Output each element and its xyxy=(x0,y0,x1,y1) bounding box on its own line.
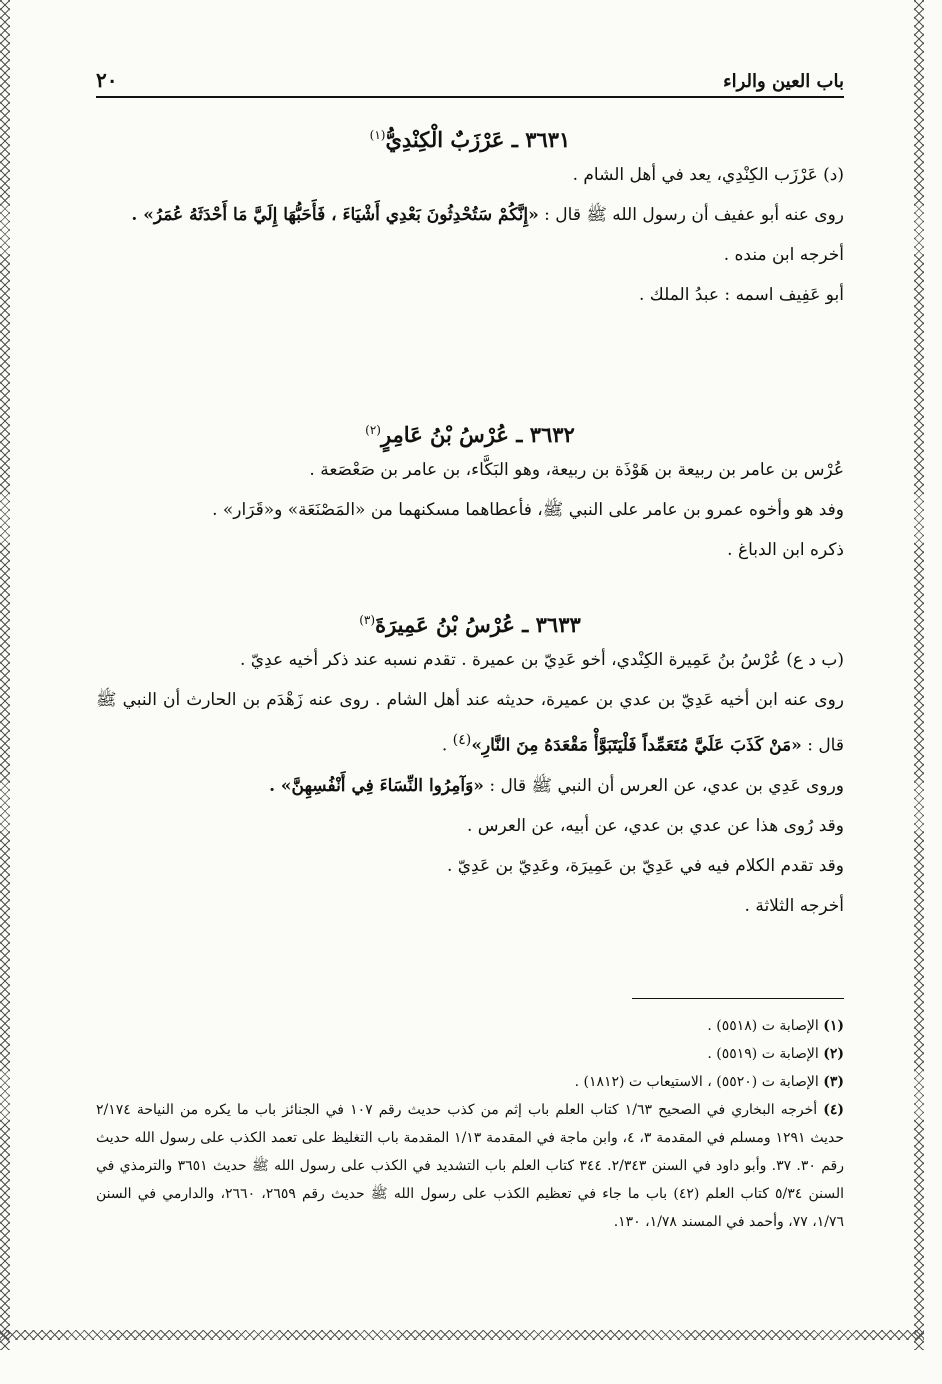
running-header xyxy=(96,60,844,98)
paragraph: (د) عَرْزَب الكِنْدِي، يعد في أهل الشام . xyxy=(572,165,844,185)
hadith-text: «مَنْ كَذَبَ عَلَيَّ مُتَعَمِّداً فَلْيَتَبَوَّأْ مَقْعَدَهُ مِنَ النَّارِ» xyxy=(471,735,802,756)
paragraph: (ب د ع) عُرْسُ بنُ عَمِيرة الكِنْدي، أخو عَدِيّ بن عميرة . تقدم نسبه عند ذكر أخيه عدِيّ . xyxy=(240,650,844,670)
footnote-ref: (٣) xyxy=(359,613,376,627)
entry-title: ٣٦٣٢ ـ عُرْسُ بْنُ عَامِرٍ$^{(٢)}$ xyxy=(365,422,575,447)
header-title: باب العين والراء xyxy=(723,71,844,92)
paragraph: عُرْس بن عامر بن ربيعة بن هَوْذَة بن ربيعة، وهو البَكَّاء، بن عامر بن صَعْصَعة . xyxy=(309,460,844,480)
bottom-border xyxy=(0,1330,924,1340)
footnote: (٤) أخرجه البخاري في الصحيح ١/٦٣ كتاب العلم باب إثم من كذب حديث رقم ١٠٧ في الجنائز باب ما يكره من النياحة ٢/١٧٤ حديث ١٢٩١ ومسلم في المقدمة ٣، ٤، وابن ماجة في المقدمة ١/١٣ المقدمة باب التغليظ على تعمد الكذب على رسول الله حديث رقم ٣٠. ٣٧. وأبو داود في السنن ٢/٣٤٣. ٣٤٤ كتاب العلم باب التشديد في الكذب على رسول الله ﷺ حديث ٣٦٥١ والترمذي في السنن ٥/٣٤ كتاب العلم (٤٢) باب ما جاء في تعظيم الكذب على رسول الله ﷺ حديث رقم ٢٦٥٩، ٢٦٦٠، والدارمي في السنن ١/٧٦، ٧٧، وأحمد في المسند ١/٧٨، ١٣٠. xyxy=(96,1102,845,1230)
footnote: (٢) الإصابة ت (٥٥١٩) . xyxy=(707,1046,844,1062)
hadith-text: «إِنَّكُمْ سَتُحْدِثُونَ بَعْدِي أَشْيَاءَ ، فَأَحَبُّهَا إِلَيَّ مَا أَحْدَثَهُ عُمَرُ» . xyxy=(131,205,539,225)
right-border xyxy=(914,0,924,1350)
paragraph: وفد هو وأخوه عمرو بن عامر على النبي ﷺ، فأعطاهما مسكنهما من «المَصْنَعَة» و«قَرَار» . xyxy=(212,500,844,520)
paragraph: أخرجه الثلاثة . xyxy=(744,895,844,916)
footnote-ref: (٤) xyxy=(452,732,472,748)
page-number: ٢٠ xyxy=(96,68,118,92)
paragraph: روى عنه أبو عفيف أن رسول الله ﷺ قال : «إِنَّكُمْ سَتُحْدِثُونَ بَعْدِي أَشْيَاءَ ، فَأَحَبُّهَا إِلَيَّ مَا أَحْدَثَهُ عُمَرُ» . xyxy=(131,205,844,225)
paragraph: روى عنه ابن أخيه عَدِيّ بن عدي بن عميرة، حديثه عند أهل الشام . روى عنه زَهْدَم بن الحارث أن النبي ﷺ قال : «مَنْ كَذَبَ عَلَيَّ مُتَعَمِّداً فَلْيَتَبَوَّأْ مَقْعَدَهُ مِنَ النَّارِ»$^{(٤)}$ . xyxy=(96,690,844,756)
entry-title: ٣٦٣١ ـ عَرْزَبٌ الْكِنْدِيُّ$^{(١)}$ xyxy=(369,127,571,152)
paragraph: أبو عَفِيف اسمه : عبدُ الملك . xyxy=(638,285,844,305)
left-border xyxy=(0,0,10,1350)
paragraph: ذكره ابن الدباغ . xyxy=(727,540,844,560)
entry-3631 xyxy=(96,115,844,315)
footnote: (٣) الإصابة ت (٥٥٢٠) ، الاستيعاب ت (١٨١٢) . xyxy=(574,1074,844,1090)
hadith-text: «وَآمِرُوا النِّسَاءَ فِي أَنْفُسِهِنَّ» . xyxy=(269,775,484,796)
footnote-ref: (١) xyxy=(369,128,386,142)
paragraph: وقد رُوى هذا عن عدي بن عدي، عن أبيه، عن العرس . xyxy=(466,815,844,836)
entry-3633 xyxy=(96,600,844,926)
footnote-divider xyxy=(632,998,844,999)
footnote: (١) الإصابة ت (٥٥١٨) . xyxy=(707,1018,844,1034)
paragraph: أخرجه ابن منده . xyxy=(723,245,844,265)
paragraph: وروى عَدِي بن عدي، عن العرس أن النبي ﷺ قال : «وَآمِرُوا النِّسَاءَ فِي أَنْفُسِهِنَّ» . xyxy=(269,775,844,796)
footnote-ref: (٢) xyxy=(365,423,381,437)
entry-title: ٣٦٣٣ ـ عُرْسُ بْنُ عَمِيرَةَ$^{(٣)}$ xyxy=(359,612,581,637)
entry-3632 xyxy=(96,410,844,570)
footnotes xyxy=(96,1012,844,1236)
paragraph: وقد تقدم الكلام فيه في عَدِيّ بن عَمِيرَة، وعَدِيّ بن عَدِيّ . xyxy=(446,855,844,876)
